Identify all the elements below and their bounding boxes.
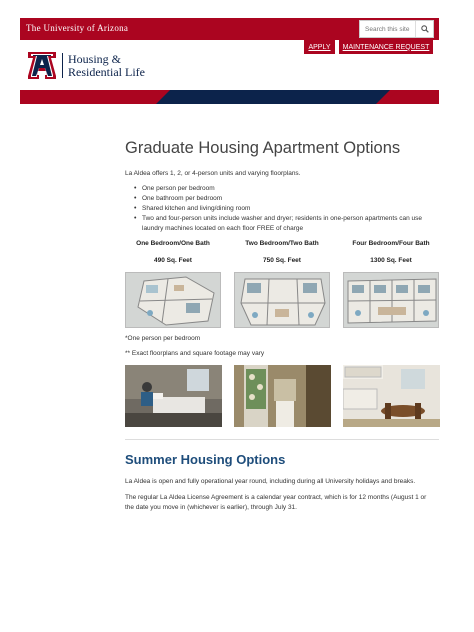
list-item: • One person per bedroom: [134, 184, 434, 194]
list-item: • Shared kitchen and living/dining room: [134, 204, 434, 214]
top-bar: [20, 18, 439, 40]
list-item: • Two and four-person units include washer and dryer; residents in one-person apartments can use laundry machines located on each floor FREE of charge: [134, 214, 434, 234]
floorplan-2-size: 750 Sq. Feet: [263, 257, 301, 264]
intro-text: La Aldea offers 1, 2, or 4-person units and varying floorplans.: [125, 170, 301, 177]
feature-list: [134, 184, 434, 234]
floorplan-3-name: Four Bedroom/Four Bath: [352, 240, 430, 247]
kitchen-dining-photo[interactable]: [343, 365, 440, 427]
housing-logo-text[interactable]: Housing & Residential Life: [68, 52, 145, 79]
maintenance-request-button[interactable]: MAINTENANCE REQUEST: [339, 40, 433, 54]
search-box: [359, 20, 434, 38]
logo-divider: [62, 53, 63, 78]
summer-paragraph-1: La Aldea is open and fully operational year round, including during all University holidays and breaks.: [125, 478, 416, 485]
apply-button[interactable]: APPLY: [304, 40, 335, 54]
floorplan-1-image[interactable]: [125, 272, 221, 328]
decorative-banner: [20, 90, 439, 104]
summer-paragraph-2: The regular La Aldea License Agreement is a calendar year contract, which is for 12 months (August 1 or the date you move in (whichever is earlier), through July 31.: [125, 494, 427, 511]
floorplan-3-size: 1300 Sq. Feet: [370, 257, 412, 264]
floorplan-2-name: Two Bedroom/Two Bath: [245, 240, 319, 247]
footnote-2: ** Exact floorplans and square footage may vary: [125, 350, 265, 357]
search-button[interactable]: [415, 21, 433, 37]
page-title: Graduate Housing Apartment Options: [125, 139, 401, 157]
ua-block-a-logo[interactable]: [26, 50, 58, 80]
section-divider: [125, 439, 439, 440]
summer-housing-title: Summer Housing Options: [125, 452, 286, 467]
floorplan-1-size: 490 Sq. Feet: [154, 257, 192, 264]
list-item: • One bathroom per bedroom: [134, 194, 434, 204]
floorplan-3-image[interactable]: [343, 272, 439, 328]
bedroom-photo[interactable]: [125, 365, 222, 427]
floorplan-1-name: One Bedroom/One Bath: [136, 240, 210, 247]
university-wordmark[interactable]: The University of Arizona: [26, 23, 129, 33]
search-icon: [421, 25, 429, 33]
search-input[interactable]: [360, 21, 416, 37]
footnote-1: *One person per bedroom: [125, 335, 201, 342]
floorplan-2-image[interactable]: [234, 272, 330, 328]
bathroom-photo[interactable]: [234, 365, 331, 427]
